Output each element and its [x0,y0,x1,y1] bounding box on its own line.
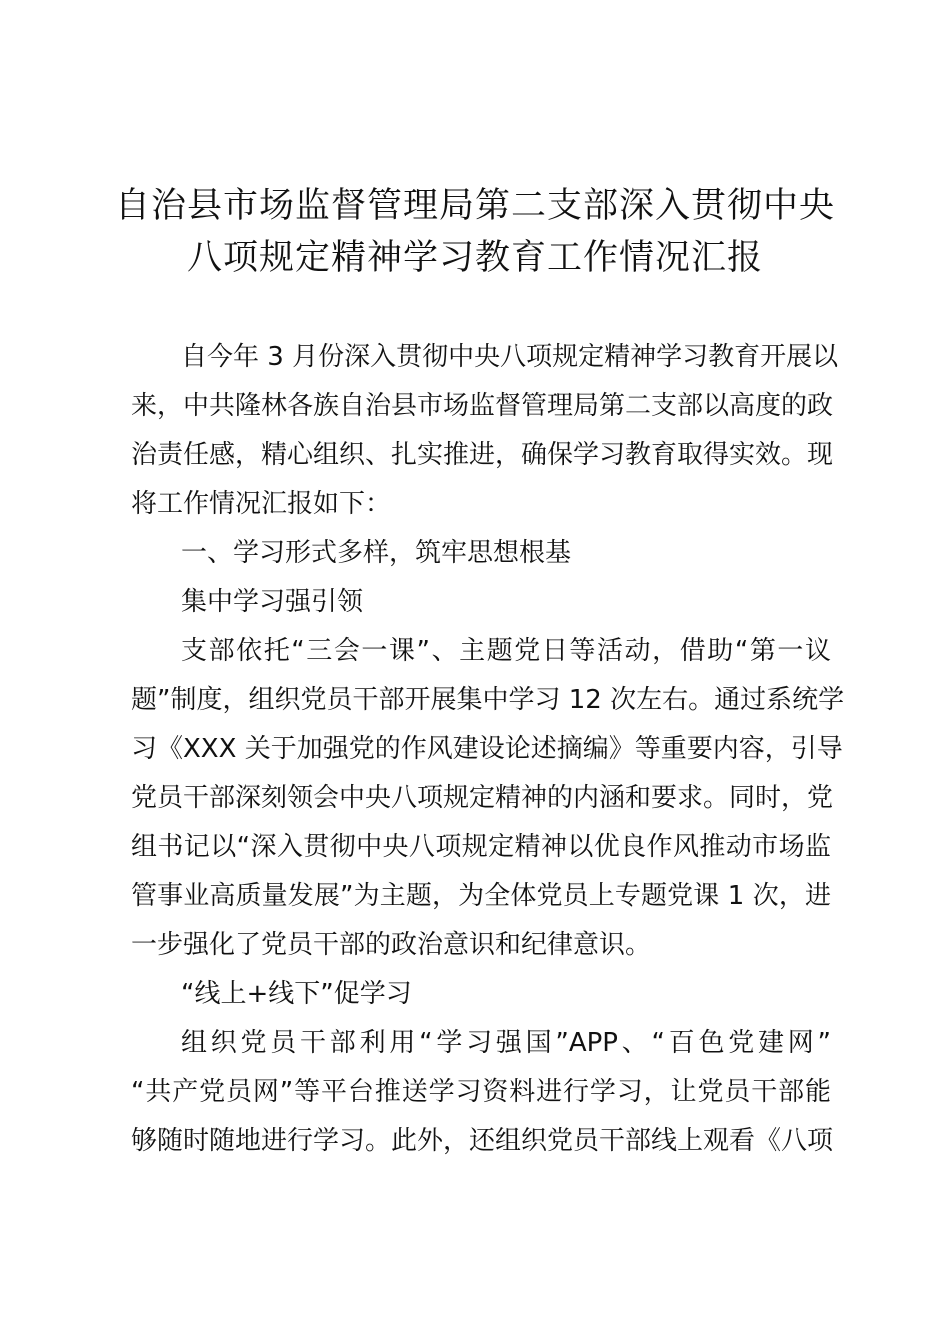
paragraph-line: 题”制度，组织党员干部开展集中学习 12 次左右。通过系统学 [131,685,845,715]
subsection-heading: 集中学习强引领 [181,587,364,617]
subsection-heading: “线上+线下”促学习 [181,979,412,1009]
title-line-2: 八项规定精神学习教育工作情况汇报 [186,238,763,278]
document-body [131,333,845,1166]
paragraph-line: 组书记以“深入贯彻中央八项规定精神以优良作风推动市场监 [131,832,831,862]
section-heading: 一、学习形式多样，筑牢思想根基 [181,538,572,568]
paragraph-line: 一步强化了党员干部的政治意识和纪律意识。 [131,930,652,960]
document-title [100,180,850,284]
paragraph-line: “共产党员网”等平台推送学习资料进行学习，让党员干部能 [131,1077,831,1107]
paragraph-line: 治责任感，精心组织、扎实推进，确保学习教育取得实效。现 [131,440,834,470]
paragraph-line: 将工作情况汇报如下： [131,489,392,519]
paragraph-line: 管事业高质量发展”为主题，为全体党员上专题党课 1 次，进 [131,881,831,911]
paragraph-line: 支部依托“三会一课”、主题党日等活动，借助“第一议 [181,636,831,666]
paragraph-line: 组织党员干部利用“学习强国”APP、“百色党建网” [181,1028,831,1058]
title-line-1: 自治县市场监督管理局第二支部深入贯彻中央 [114,186,835,226]
paragraph-line: 党员干部深刻领会中央八项规定精神的内涵和要求。同时，党 [131,783,834,813]
paragraph-line: 来，中共隆林各族自治县市场监督管理局第二支部以高度的政 [131,391,834,421]
paragraph-line: 习《XXX 关于加强党的作风建设论述摘编》等重要内容，引导 [131,734,843,764]
paragraph-line: 自今年 3 月份深入贯彻中央八项规定精神学习教育开展以 [181,342,839,372]
paragraph-line: 够随时随地进行学习。此外，还组织党员干部线上观看《八项 [131,1126,834,1156]
